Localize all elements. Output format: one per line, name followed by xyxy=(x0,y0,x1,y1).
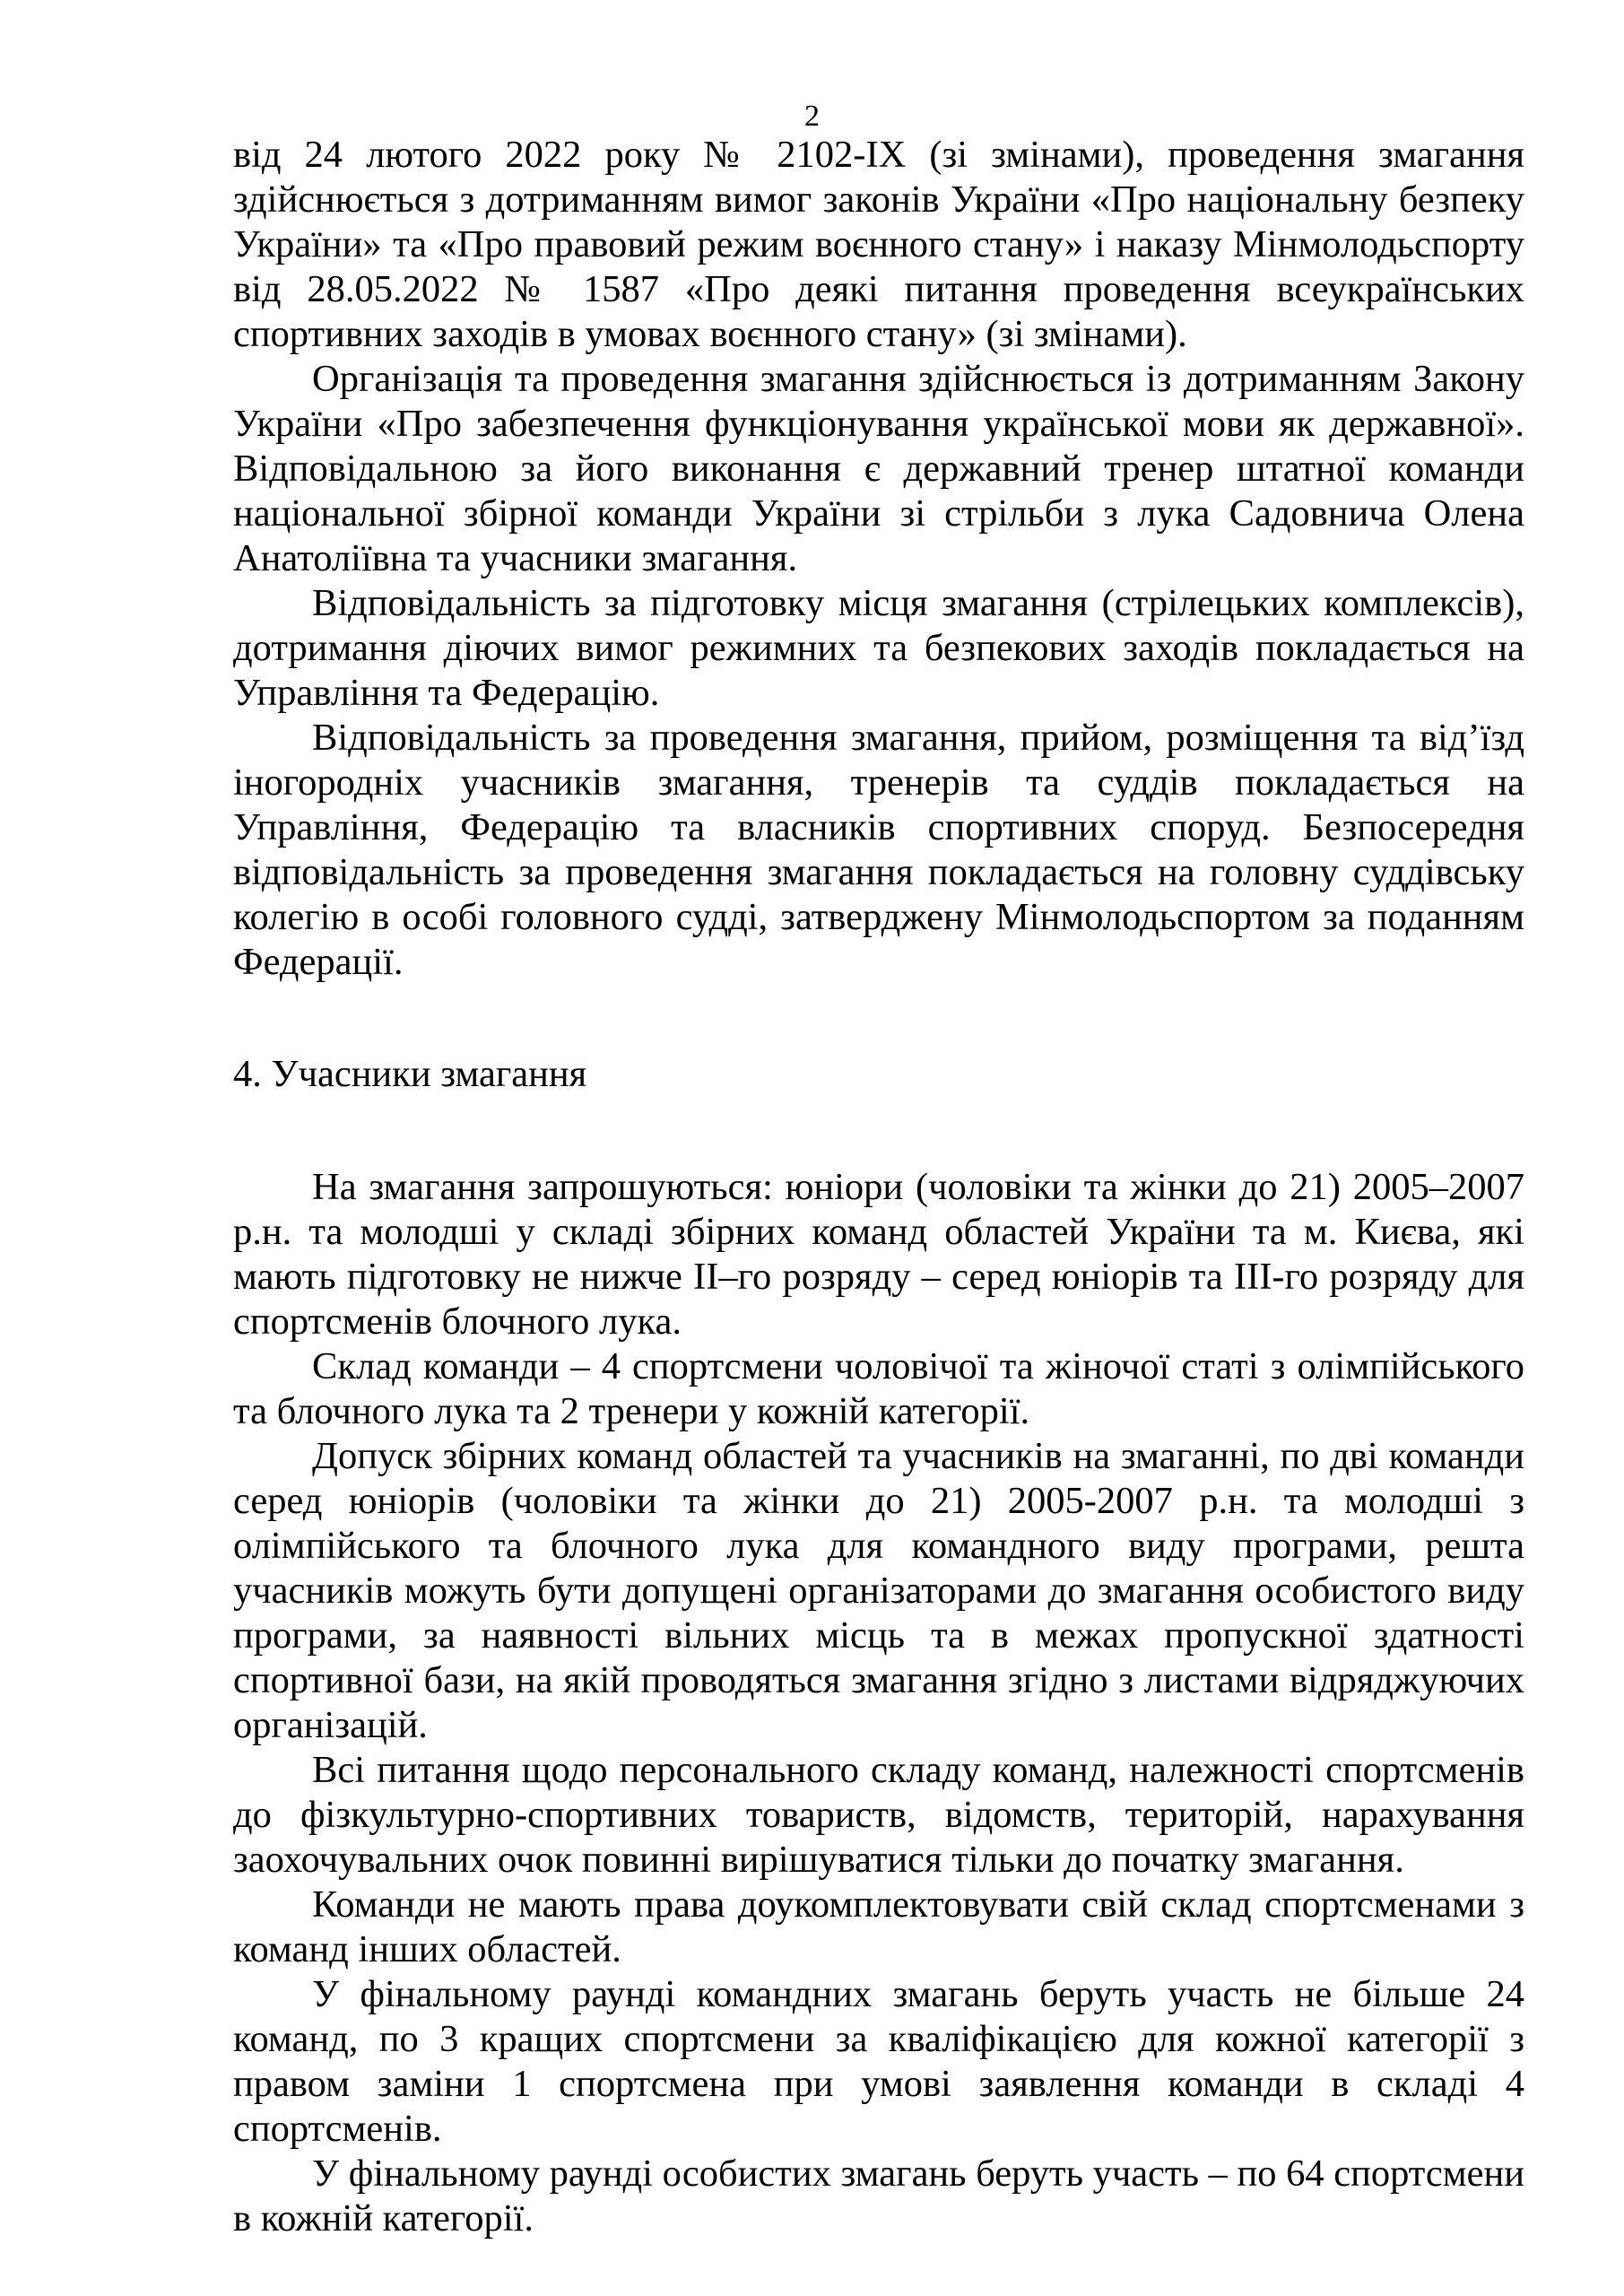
paragraph-individual-final-round: У фінальному раунді особистих змагань беруть участь – по 64 спортсмени в кожній категорії. xyxy=(233,2152,1524,2239)
paragraph-venue-responsibility: Відповідальність за підготовку місця змагання (стрілецьких комплексів), дотримання діючих вимог режимних та безпекових заходів покладається на Управління та Федерацію. xyxy=(233,582,1524,714)
paragraph-team-admission: Допуск збірних команд областей та учасників на змаганні, по дві команди серед юніорів (чоловіки та жінки до 21) 2005-2007 р.н. та молодші з олімпійського та блочного лука для командного виду програми, решта учасників можуть бути допущені організаторами до змагання особистого виду програми, за наявності вільних місць та в межах пропускної здатності спортивної бази, на якій проводяться змагання згідно з листами відряджуючих організацій. xyxy=(233,1435,1524,1746)
paragraph-personnel-questions: Всі питання щодо персонального складу команд, належності спортсменів до фізкультурно-спортивних товариств, відомств, територій, нарахування заохочувальних очок повинні вирішуватися тільки до початку змагання. xyxy=(233,1749,1524,1881)
page-number: 2 xyxy=(804,100,820,133)
paragraph-law-reference: від 24 лютого 2022 року № 2102-IX (зі змінами), проведення змагання здійснюється з дотриманням вимог законів України «Про національну безпеку України» та «Про правовий режим воєнного стану» і наказу Мінмолодьспорту від 28.05.2022 № 1587 «Про деякі питання проведення всеукраїнських спортивних заходів в умовах воєнного стану» (зі змінами). xyxy=(233,134,1524,355)
paragraph-team-final-round: У фінальному раунді командних змагань беруть участь не більше 24 команд, по 3 кращих спортсмени за кваліфікацією для кожної категорії з правом заміни 1 спортсмена при умові заявлення команди в складі 4 спортсменів. xyxy=(233,1973,1524,2150)
section-heading-participants: 4. Учасники змагання xyxy=(233,1053,587,1095)
paragraph-language-law: Організація та проведення змагання здійснюється із дотриманням Закону України «Про забезпечення функціонування української мови як державної». Відповідальною за його виконання є державний тренер штатної команди національної збірної команди України зі стрільби з лука Садовнича Олена Анатоліївна та учасники змагання. xyxy=(233,358,1524,579)
paragraph-invited-participants: На змагання запрошуються: юніори (чоловіки та жінки до 21) 2005–2007 р.н. та молодші у складі збірних команд областей України та м. Києва, які мають підготовку не нижче ІІ–го розряду – серед юніорів та ІІІ-го розряду для спортсменів блочного лука. xyxy=(233,1166,1524,1343)
document-body xyxy=(233,133,1524,2241)
paragraph-no-reinforcement: Команди не мають права доукомплектовувати свій склад спортсменами з команд інших областей. xyxy=(233,1883,1524,1970)
paragraph-team-composition: Склад команди – 4 спортсмени чоловічої та жіночої статі з олімпійського та блочного лука та 2 тренери у кожній категорії. xyxy=(233,1345,1524,1432)
paragraph-organization-responsibility: Відповідальність за проведення змагання, прийом, розміщення та від’їзд іногородніх учасників змагання, тренерів та суддів покладається на Управління, Федерацію та власників спортивних споруд. Безпосередня відповідальність за проведення змагання покладається на головну суддівську колегію в особі головного судді, затверджену Мінмолодьспортом за поданням Федерації. xyxy=(233,717,1524,983)
